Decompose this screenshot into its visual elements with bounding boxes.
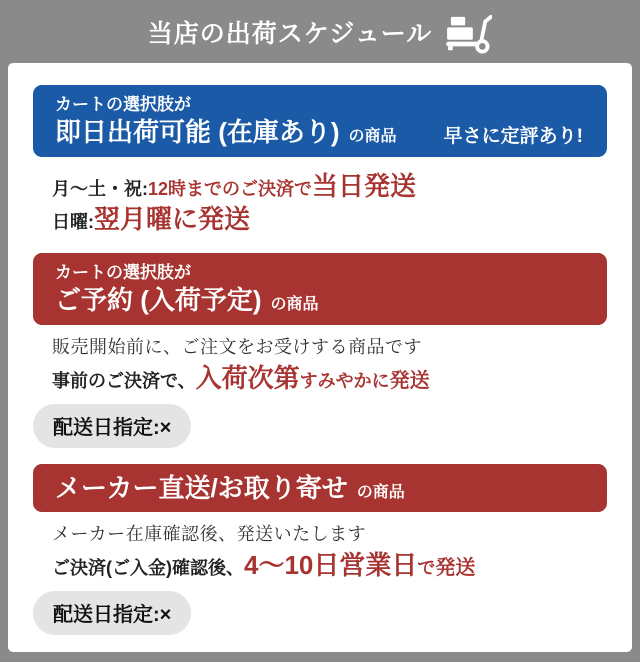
instock-weekday-result: 当日発送: [312, 171, 417, 201]
instock-details: [52, 171, 607, 235]
preorder-description: 販売開始前に、ご注文をお受けする商品です: [52, 337, 422, 358]
preorder-row-tail: 発送: [389, 369, 430, 392]
instock-sunday-result: 翌月曜に発送: [94, 204, 251, 235]
direct-row-mid: で: [417, 557, 436, 578]
preorder-row-mid: すみやかに: [299, 370, 390, 391]
banner-preorder-text: [55, 262, 319, 316]
banner-instock-line1: カートの選択肢が: [55, 94, 191, 114]
banner-preorder-line1: カートの選択肢が: [55, 263, 191, 283]
banner-direct-suffix: の商品: [356, 483, 405, 501]
direct-description: メーカー在庫確認後、発送いたします: [52, 524, 367, 545]
instock-weekday-condition: 12時までのご決済で: [148, 179, 313, 199]
banner-direct-text: [55, 473, 405, 504]
direct-details: [52, 524, 607, 581]
banner-preorder-suffix: の商品: [270, 296, 319, 314]
content-panel: [8, 63, 632, 652]
preorder-row-big: 入荷次第: [195, 362, 300, 393]
banner-instock-main: 即日出荷可能 (在庫あり): [55, 116, 340, 147]
preorder-delivery-date-badge: 配送日指定:×: [33, 404, 191, 448]
banner-instock-text: [55, 94, 397, 148]
banner-instock: [33, 85, 607, 157]
direct-row-label: ご決済(ご入金)確認後、: [52, 557, 244, 578]
direct-row-tail: 発送: [435, 556, 476, 579]
banner-preorder: [33, 253, 607, 325]
instock-weekday-label: 月〜土・祝:: [52, 179, 148, 199]
banner-instock-suffix: の商品: [348, 127, 397, 145]
direct-shipping-row: [52, 550, 607, 581]
direct-row-big: 4〜10日営業日: [244, 549, 418, 580]
instock-row-weekday: [52, 171, 607, 202]
page-title: 当店の出荷スケジュール: [147, 19, 433, 48]
preorder-details: [52, 337, 607, 394]
banner-preorder-main: ご予約 (入荷予定): [55, 285, 262, 316]
banner-instock-note: 早さに定評あり!: [443, 125, 583, 147]
instock-sunday-label: 日曜:: [52, 212, 94, 233]
banner-direct: [33, 464, 607, 512]
preorder-description-row: [52, 337, 607, 359]
instock-row-sunday: [52, 204, 607, 235]
page-header: [0, 0, 640, 63]
direct-description-row: [52, 524, 607, 546]
preorder-shipping-row: [52, 363, 607, 394]
direct-delivery-date-badge: 配送日指定:×: [33, 591, 191, 635]
banner-direct-main: メーカー直送/お取り寄せ: [55, 472, 348, 503]
preorder-row-label: 事前のご決済で、: [52, 370, 196, 391]
hand-truck-icon: [446, 14, 492, 54]
